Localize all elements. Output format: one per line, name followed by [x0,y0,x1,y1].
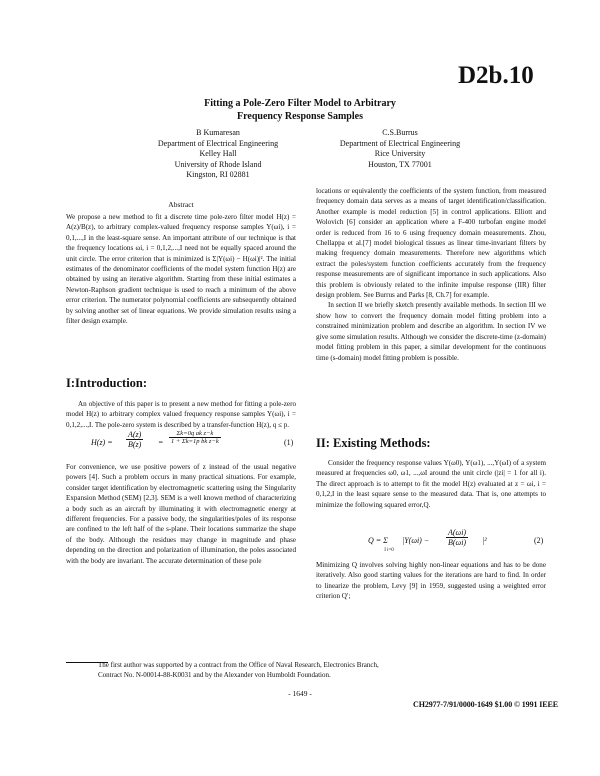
eq2-lhs: Q = Σ [368,536,388,545]
author-affiliation-line: Kingston, RI 02881 [186,170,250,179]
title-line-2: Frequency Response Samples [237,111,363,122]
eq1-series-numerator: Σk=0q ak z−k [169,430,221,438]
paragraph-text: In section II we briefly sketch presently available methods. In section III we show how to convert the frequency domain model fitting problem into a constrained minimization problem and describe an algorithm. In section IV we give some simulation results. Although we consider the discrete-time (z-domain) model fitting problem in this paper, a similar development for the continuous time (s-domain) model fitting problem is possible. [316,301,546,362]
author-block-2 [300,128,500,170]
paper-title [0,97,600,123]
footnote-line: Contract No. N-00014-88-K0031 and by the Alexander von Humboldt Foundation. [98,671,331,679]
eq2-fraction [446,528,468,547]
existing-methods-paragraph-1 [316,458,546,510]
abstract-text [66,212,296,326]
eq2-denominator: B(ωi) [448,538,467,547]
equation-1 [66,430,296,458]
paragraph-text: An objective of this paper is to present a new method for fitting a pole-zero model H(z) to arbitrary complex valued frequency response samples Y(ωi), i = 0,1,2,...,I. The pole-zero system is described by a transfer-function H(z), q ≤ p. [66,400,296,429]
author-affiliation-line: Houston, TX 77001 [368,159,432,169]
author-name: B Kumaresan [196,128,240,137]
intro-paragraph-1 [66,399,296,430]
eq2-numerator: A(ωi) [448,528,467,537]
session-id: D2b.10 [458,62,534,89]
section-2-heading: II: Existing Methods: [316,436,431,450]
title-line-1: Fitting a Pole-Zero Filter Model to Arbitrary [204,98,396,109]
existing-methods-paragraph-2 [316,560,546,602]
eq2-number: (2) [534,536,544,545]
page-number: - 1649 - [288,689,312,698]
footnote-line: The first author was supported by a contract from the Office of Naval Research, Electronics Branch, [98,661,379,669]
eq2-sum-limits: I i=0 [384,548,394,553]
eq2-abs-close: |² [482,536,487,545]
right-column-intro-continued [316,186,546,363]
eq1-number: (1) [284,438,294,447]
equation-2 [316,528,546,556]
paragraph-text: Consider the frequency response values Y(ω0), Y(ω1), ...,Y(ωI) of a system measured at frequencies ω0, ω1, ...,ωI around the unit circle (|zi| = 1 for all i). The direct approach is to attempt to fit the model H(z) evaluated at z = ωi, i = 0,1,2,I in the least square sense to the measured data. That is, one attempts to minimize the following squared error,Q. [316,459,546,509]
paragraph-text: locations or equivalently the coefficients of the system function, from measured frequency domain data serves as a means of target identification/classification. Another example is model reduction [5] in control applications. Elliott and Wolovich [6] consider an application where a F-400 turbofan engine model order is reduced from 16 to 6 using frequency domain measurements. Zhou, Chellappa et al.[7] model biological tissues as linear time-invariant filters by making frequency domain measurements. Therefore new algorithms which extract the poles/system function coefficients accurately from the frequency response measurements are of significant importance in such applications. Also this problem is obviously related to the infinite impulse response (IIR) filter design problem. See Burrus and Parks [8, Ch.7] for example. [316,187,546,300]
eq1-fraction-series [169,430,221,445]
author-affiliation-line: University of Rhode Island [174,159,262,169]
author-affiliation-line: Kelley Hall [199,149,237,158]
author-affiliation-line: Department of Electrical Engineering [339,138,461,148]
footnote [98,660,538,680]
eq1-fraction-a-over-b [126,430,143,449]
eq1-lhs: H(z) = [91,438,113,447]
intro-paragraph-2 [66,462,296,566]
author-affiliation-line: Department of Electrical Engineering [157,138,279,148]
paragraph-text: For convenience, we use positive powers of z instead of the usual negative powers [4]. Such a problem occurs in many practical situations. For example, consider target identification by electromagnetic scattering using the Singularity Expansion Method (SEM) [2,3]. SEM is a well known method of characterizing a body such as an aircraft by illuminating it with electromagnetic energy at different frequencies. For a passive body, the singularities/poles of its response are confined to the left half of the s-plane. Their locations summarize the shape of the body. Although the residues may change in magnitude and phase depending on the direction and polarization of illumination, the poles associated with the body are invariant. The accurate determination of these pole [66,463,296,565]
copyright-line: CH2977-7/91/0000-1649 $1.00 © 1991 IEEE [413,700,558,709]
eq1-numerator: A(z) [128,430,142,439]
abstract-heading: Abstract [168,200,194,209]
eq1-series-denominator: 1 + Σk=1p bk z−k [171,438,219,445]
section-1-heading: I:Introduction: [66,376,148,390]
eq1-denominator: B(z) [128,440,142,449]
author-block-1 [118,128,318,181]
author-affiliation-line: Rice University [374,149,426,158]
abstract-paragraph: We propose a new method to fit a discrete time pole-zero filter model H(z) = A(z)/B(z), to arbitrary complex-valued frequency response samples Y(ωi), i = 0,1,...,I in the least-square sense. An important attribute of our technique is that the frequency locations ωi, i = 0,1,2,...,I need not be equally spaced around the unit circle. The error criterion that is minimized is Σ|Y(ωi) − H(ωi)|². The initial estimates of the denominator coefficients of the model system function H(z) are obtained by using an iterative algorithm. Starting from these initial estimates a Newton-Raphson gradient technique is used to reach a minimum of the above error criterion. The numerator polynomial coefficients are subsequently obtained by solving another set of linear equations. We provide simulation results using a filter design example. [66,213,296,326]
author-name: C.S.Burrus [382,128,418,137]
paragraph-text: Minimizing Q involves solving highly non-linear equations and has to be done iteratively. Also good starting values for the iterations are hard to find. In order to linearize the problem, Levy [9] in 1959, suggested using a weighted error criterion Q′; [316,561,546,601]
eq2-abs-open: |Y(ωi) − [402,536,430,545]
eq1-equals: = [158,438,164,447]
